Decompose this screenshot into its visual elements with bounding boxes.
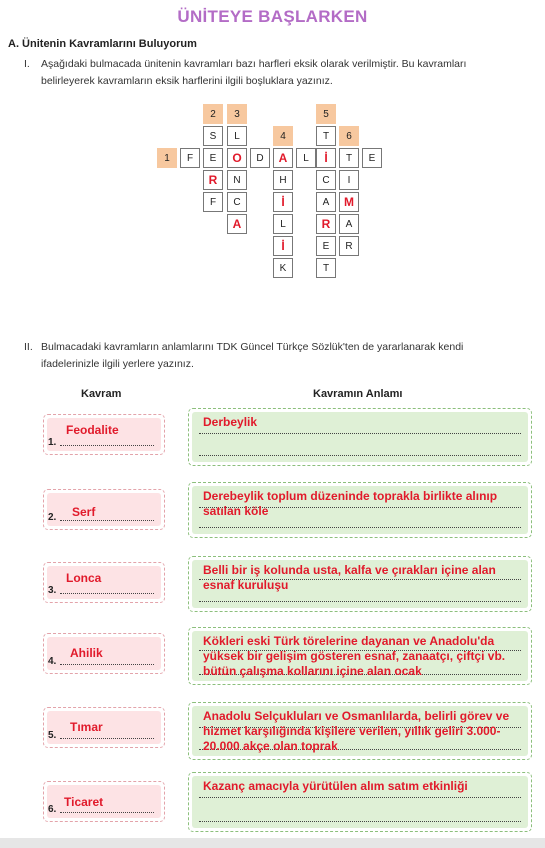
crossword-number-3: 3 [227,104,247,124]
page-footer-bar [0,838,545,848]
crossword-cell: N [227,170,247,190]
item-number: 2. [48,512,57,523]
concept-box-1 [43,414,165,455]
crossword-cell-answer: R [316,214,336,234]
column-header-concept: Kavram [81,388,122,400]
concept-answer: Feodalite [66,423,119,437]
crossword-cell: L [296,148,316,168]
meaning-box-2 [188,482,532,538]
concept-answer: Lonca [66,571,102,585]
item-number: 3. [48,585,57,596]
crossword-cell: F [203,192,223,212]
crossword-number-4: 4 [273,126,293,146]
part1-line2: belirleyerek kavramların eksik harflerini ilgili boşluklara yazınız. [41,75,333,87]
crossword-cell-answer: İ [273,236,293,256]
item-number: 4. [48,656,57,667]
page-title: ÜNİTEYE BAŞLARKEN [177,7,368,26]
crossword-cell-answer: A [227,214,247,234]
part2-line2: ifadelerinizle ilgili yerlere yazınız. [41,358,194,370]
meaning-box-4 [188,627,532,685]
crossword-cell: E [203,148,223,168]
crossword-cell: R [339,236,359,256]
item-number: 1. [48,437,57,448]
crossword-number-2: 2 [203,104,223,124]
concept-answer: Ticaret [64,795,104,809]
crossword-number-1: 1 [157,148,177,168]
crossword-cell: L [227,126,247,146]
crossword-cell-answer: A [273,148,293,168]
crossword-cell: S [203,126,223,146]
crossword-cell: C [227,192,247,212]
part1-numeral: I. [24,58,30,70]
concept-box-3 [43,562,165,603]
meaning-answer: Kazanç amacıyla yürütülen alım satım etkinliği [203,779,468,793]
crossword-cell-answer: İ [273,192,293,212]
crossword-cell: F [180,148,200,168]
crossword-cell: C [316,170,336,190]
meaning-box-5 [188,702,532,760]
meaning-box-1 [188,408,532,466]
crossword-cell-answer: O [227,148,247,168]
crossword-cell-answer: İ [316,148,336,168]
meaning-answer: Belli bir iş kolunda usta, kalfa ve çırakları içine alan esnaf kuruluşu [203,563,496,592]
crossword-cell: A [339,214,359,234]
meaning-box-3 [188,556,532,612]
meaning-answer: Kökleri eski Türk törelerine dayanan ve Anadolu'da yüksek bir gelişim gösteren esnaf, zanaatçı, çiftçi vb. bütün çalışma kollarını içine alan ocak [203,634,506,678]
part1-line1: Aşağıdaki bulmacada ünitenin kavramları bazı harfleri eksik olarak verilmiştir. Bu kavramları [41,58,467,70]
crossword-cell: D [250,148,270,168]
crossword-puzzle [0,0,545,300]
crossword-cell: K [273,258,293,278]
column-header-meaning: Kavramın Anlamı [313,388,403,400]
meaning-box-6 [188,772,532,832]
crossword-cell: T [316,126,336,146]
crossword-cell: T [316,258,336,278]
meaning-answer: Anadolu Selçukluları ve Osmanlılarda, belirli görev ve hizmet karşılığında kişilere verilen, yıllık geliri 3.000-20.000 akçe olan toprak [203,709,510,753]
item-number: 5. [48,730,57,741]
section-a-heading: A. Ünitenin Kavramlarını Buluyorum [8,38,197,50]
crossword-cell: I [339,170,359,190]
crossword-cell: E [362,148,382,168]
meaning-answer: Derebeylik toplum düzeninde toprakla birlikte alınıp satılan köle [203,489,498,518]
crossword-cell: A [316,192,336,212]
concept-answer: Ahilik [70,646,103,660]
concept-answer: Tımar [70,720,103,734]
crossword-cell-answer: R [203,170,223,190]
concept-box-2 [43,489,165,530]
crossword-number-5: 5 [316,104,336,124]
concept-box-5 [43,707,165,748]
crossword-cell: L [273,214,293,234]
crossword-cell: E [316,236,336,256]
meaning-answer: Derbeylik [203,415,258,429]
crossword-cell: T [339,148,359,168]
concept-answer: Serf [72,505,96,519]
part2-line1: Bulmacadaki kavramların anlamlarını TDK Güncel Türkçe Sözlük'ten de yararlanarak kendi [41,341,464,353]
crossword-number-6: 6 [339,126,359,146]
item-number: 6. [48,804,57,815]
part2-numeral: II. [24,341,33,353]
concept-box-4 [43,633,165,674]
crossword-cell-answer: M [339,192,359,212]
concept-box-6 [43,781,165,822]
crossword-cell: H [273,170,293,190]
